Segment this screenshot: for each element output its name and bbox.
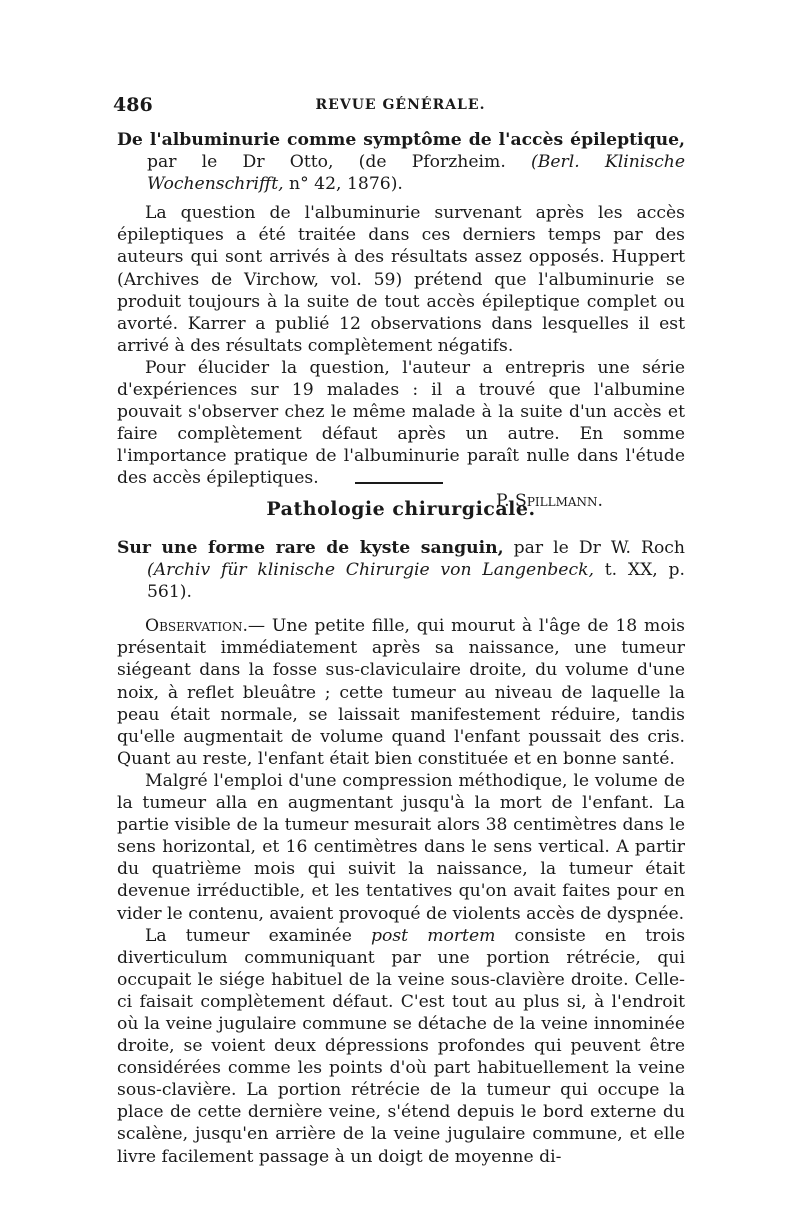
article-paragraph — [117, 925, 685, 1168]
article-heading — [117, 537, 685, 603]
page-number: 486 — [113, 94, 153, 116]
article-paragraph: Malgré l'emploi d'une compression méthodique, le volume de la tumeur alla en augmentant jusqu'à la mort de l'enfant. La partie visible de la tumeur mesurait alors 38 centimètres dans le sens horizontal, et 16 centimètres dans le sens vertical. A partir du quatrième mois qui suivit la naissance, la tumeur était devenue irréductible, et les tentatives qu'on avait faites pour en vider le contenu, avaient provoqué de violents accès de dyspnée. — [117, 770, 685, 924]
observation-label: Observation.— — [145, 616, 266, 637]
paragraph-text: consiste en trois diverticulum communiquant par une portion rétrécie, qui occupait le siége habituel de la veine sous-clavière droite. Celle-ci faisait complètement défaut. C'est tout au plus si, à l'endroit où la veine jugulaire commune se détache de la veine innominée droite, se voient deux dépressions profondes qui peuvent être considérées comme les points d'où part habituellement la veine sous-clavière. La portion rétrécie de la tumeur qui occupe la place de cette dernière veine, s'étend depuis le bord externe du scalène, jusqu'en arrière de la veine jugulaire commune, et elle livre facilement passage à un doigt de moyenne di- — [117, 925, 686, 1167]
section-heading: Pathologie chirurgicale. — [266, 498, 536, 520]
article-source: (Berl. Klinische Wochenschrifft, — [147, 152, 685, 195]
article-paragraph: La question de l'albuminurie survenant après les accès épileptiques a été traitée dans ces derniers temps par des auteurs qui sont arrivés à des résultats assez opposés. Huppert (Archives de Virchow, vol. 59) prétend que l'albuminurie se produit toujours à la suite de tout accès épileptique complet ou avorté. Karrer a publié 12 observations dans lesquelles il est arrivé à des résultats complètement négatifs. — [117, 203, 685, 356]
article-paragraph — [117, 615, 685, 770]
page-header — [113, 94, 688, 120]
article-source: (Archiv für klinische Chirurgie von Langenbeck, — [147, 560, 594, 581]
paragraph-text: La tumeur examinée — [145, 925, 352, 946]
article-title: De l'albuminurie comme symptôme de l'accès épileptique, — [117, 130, 685, 150]
article-albuminurie — [117, 129, 685, 512]
section-divider — [355, 482, 443, 484]
paragraph-text: Une petite fille, qui mourut à l'âge de 18 mois présentait immédiatement après sa naissance, une tumeur siégeant dans la fosse sus-claviculaire droite, du volume d'une noix, à reflet bleuâtre ; cette tumeur au niveau de laquelle la peau était normale, se laissait manifestement réduire, tandis qu'elle augmentait de volume quand l'enfant poussait des cris. Quant au reste, l'enfant était bien constituée et en bonne santé. — [117, 616, 685, 769]
article-kyste-sanguin — [117, 537, 685, 1168]
article-paragraph: Pour élucider la question, l'auteur a entrepris une série d'expériences sur 19 malades : il a trouvé que l'albumine pouvait s'observer chez le même malade à la suite d'un accès et faire complètement défaut après un autre. En somme l'importance pratique de l'albuminurie paraît nulle dans l'étude des accès épileptiques. — [117, 357, 685, 489]
article-byline: par le Dr W. Roch — [513, 538, 685, 558]
running-title: REVUE GÉNÉRALE. — [315, 97, 486, 113]
article-source-tail: n° 42, 1876). — [289, 174, 403, 195]
article-source-tail: t. XX, p. 561). — [147, 560, 685, 603]
paragraph-italic: post mortem — [371, 925, 496, 946]
signature: P. Spillmann. — [496, 490, 603, 511]
article-byline: par le Dr Otto, (de Pforzheim. — [147, 152, 506, 173]
article-title: Sur une forme rare de kyste sanguin, — [117, 538, 504, 558]
article-heading — [117, 129, 685, 195]
